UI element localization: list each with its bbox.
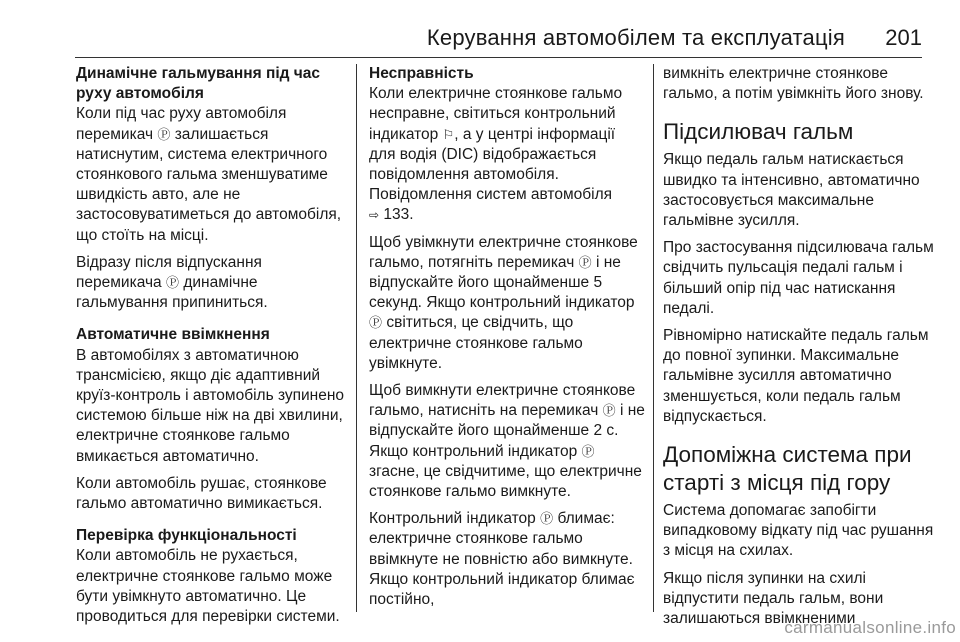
text: , а у центрі інформації для водія (DIC) відображається повідомлення автомобіля. bbox=[369, 125, 616, 184]
heading-auto-engage: Автоматичне ввімкнення bbox=[76, 326, 270, 344]
heading-brake-assist: Підсилювач гальм bbox=[663, 119, 854, 145]
paragraph: вимкніть електричне стоянкове гальмо, а потім увімкніть його знову. bbox=[663, 65, 924, 103]
paragraph: Система допомагає запобігти випадковому відкату під час рушання з місця на схилах. bbox=[663, 502, 934, 560]
service-lamp-icon: ⚐ bbox=[442, 126, 455, 142]
paragraph: Якщо педаль гальм натискається швидко та інтенсивно, автоматично застосовується максимальне гальмівне зусилля. bbox=[663, 151, 920, 230]
text: залишається натиснутим, система електричного стоянкового гальма зменшуватиме швидкість авто, але не застосовуватиметься до автомобіля, що стоїть на місці. bbox=[76, 125, 342, 244]
text: Контрольний індикатор bbox=[369, 510, 536, 528]
parking-brake-icon: Ⓟ bbox=[369, 315, 383, 331]
parking-brake-icon: Ⓟ bbox=[578, 254, 592, 270]
column-2 bbox=[369, 64, 645, 612]
page-reference-link[interactable]: 133. bbox=[383, 206, 414, 224]
heading-dynamic-braking: Динамічне гальмування під час руху автомобіля bbox=[76, 65, 321, 103]
text: Відразу після відпускання перемикача bbox=[76, 253, 262, 292]
paragraph: В автомобілях з автоматичною трансмісією, якщо діє адаптивний круїз-контроль і автомобіль зупинено системою більше ніж на дві хвилини, електричне стоянкове гальмо вмикається автоматично. bbox=[76, 346, 345, 465]
section-dynamic-braking bbox=[76, 64, 348, 313]
column-divider-2 bbox=[653, 64, 654, 612]
heading-malfunction: Несправність bbox=[369, 65, 474, 82]
paragraph bbox=[76, 253, 348, 314]
text: Коли під час руху автомобіля перемикач bbox=[76, 105, 287, 143]
parking-brake-icon: Ⓟ bbox=[540, 511, 554, 527]
paragraph: Рівномірно натискайте педаль гальм до повної зупинки. Максимальне гальмівне зусилля автоматично зменшується, коли педаль гальм відпускається. bbox=[663, 327, 929, 425]
text: і не відпускайте його щонайменше 2 с. Якщо контрольний індикатор bbox=[369, 402, 645, 460]
section-function-check bbox=[76, 526, 348, 627]
column-divider-1 bbox=[356, 64, 357, 612]
text: динамічне гальмування припиниться. bbox=[76, 274, 268, 312]
text: Повідомлення систем автомобіля bbox=[369, 186, 613, 204]
parking-brake-icon: Ⓟ bbox=[602, 403, 616, 419]
paragraph: Про застосування підсилювача гальм свідчить пульсація педалі гальм і більший опір під час натискання педалі. bbox=[663, 239, 934, 317]
text: блимає: електричне стоянкове гальмо ввімкнуте не повністю або вимкнуте. Якщо контрольний індикатор блимає постійно, bbox=[369, 510, 635, 609]
text: згасне, це свідчитиме, що електричне стоянкове гальмо вимкнуте. bbox=[369, 462, 642, 501]
section-auto-engage bbox=[76, 325, 348, 514]
paragraph: Коли автомобіль не рухається, електричне стоянкове гальмо може бути увімкнуто автоматично. Це проводиться для перевірки системи. bbox=[76, 547, 340, 626]
header-rule bbox=[75, 57, 922, 58]
column-1 bbox=[76, 64, 348, 626]
parking-brake-icon: Ⓟ bbox=[157, 126, 171, 142]
page-reference-arrow-icon: ⇨ bbox=[369, 208, 380, 223]
paragraph: Якщо після зупинки на схилі відпустити педаль гальм, вони залишаються ввімкненими bbox=[663, 569, 884, 628]
paragraph bbox=[369, 233, 645, 374]
header-title: Керування автомобілем та експлуатація bbox=[426, 25, 845, 50]
text: Щоб увімкнути електричне стоянкове гальмо, потягніть перемикач bbox=[369, 233, 638, 271]
page-number: 201 bbox=[885, 25, 922, 50]
page-header bbox=[0, 0, 960, 60]
text: Коли електричне стоянкове гальмо несправне, світиться контрольний індикатор bbox=[369, 85, 623, 143]
parking-brake-icon: Ⓟ bbox=[165, 275, 179, 291]
text: світиться, це свідчить, що електричне стоянкове гальмо увімкнуте. bbox=[369, 314, 583, 372]
paragraph bbox=[369, 381, 645, 502]
paragraph bbox=[369, 509, 645, 610]
watermark: carmanualsonline.info bbox=[784, 618, 956, 637]
heading-function-check: Перевірка функціональності bbox=[76, 527, 297, 545]
text: Щоб вимкнути електричне стоянкове гальмо, натисніть на перемикач bbox=[369, 382, 636, 420]
parking-brake-icon: Ⓟ bbox=[581, 443, 595, 459]
heading-hill-start-assist: Допоміжна система при старті з місця під гору bbox=[663, 442, 912, 496]
paragraph: Коли автомобіль рушає, стоянкове гальмо автоматично вимикається. bbox=[76, 474, 327, 513]
column-3 bbox=[663, 64, 935, 628]
paragraph bbox=[369, 84, 645, 225]
paragraph bbox=[76, 104, 348, 245]
text: і не відпускайте його щонайменше 5 секунд. Якщо контрольний індикатор bbox=[369, 253, 635, 312]
